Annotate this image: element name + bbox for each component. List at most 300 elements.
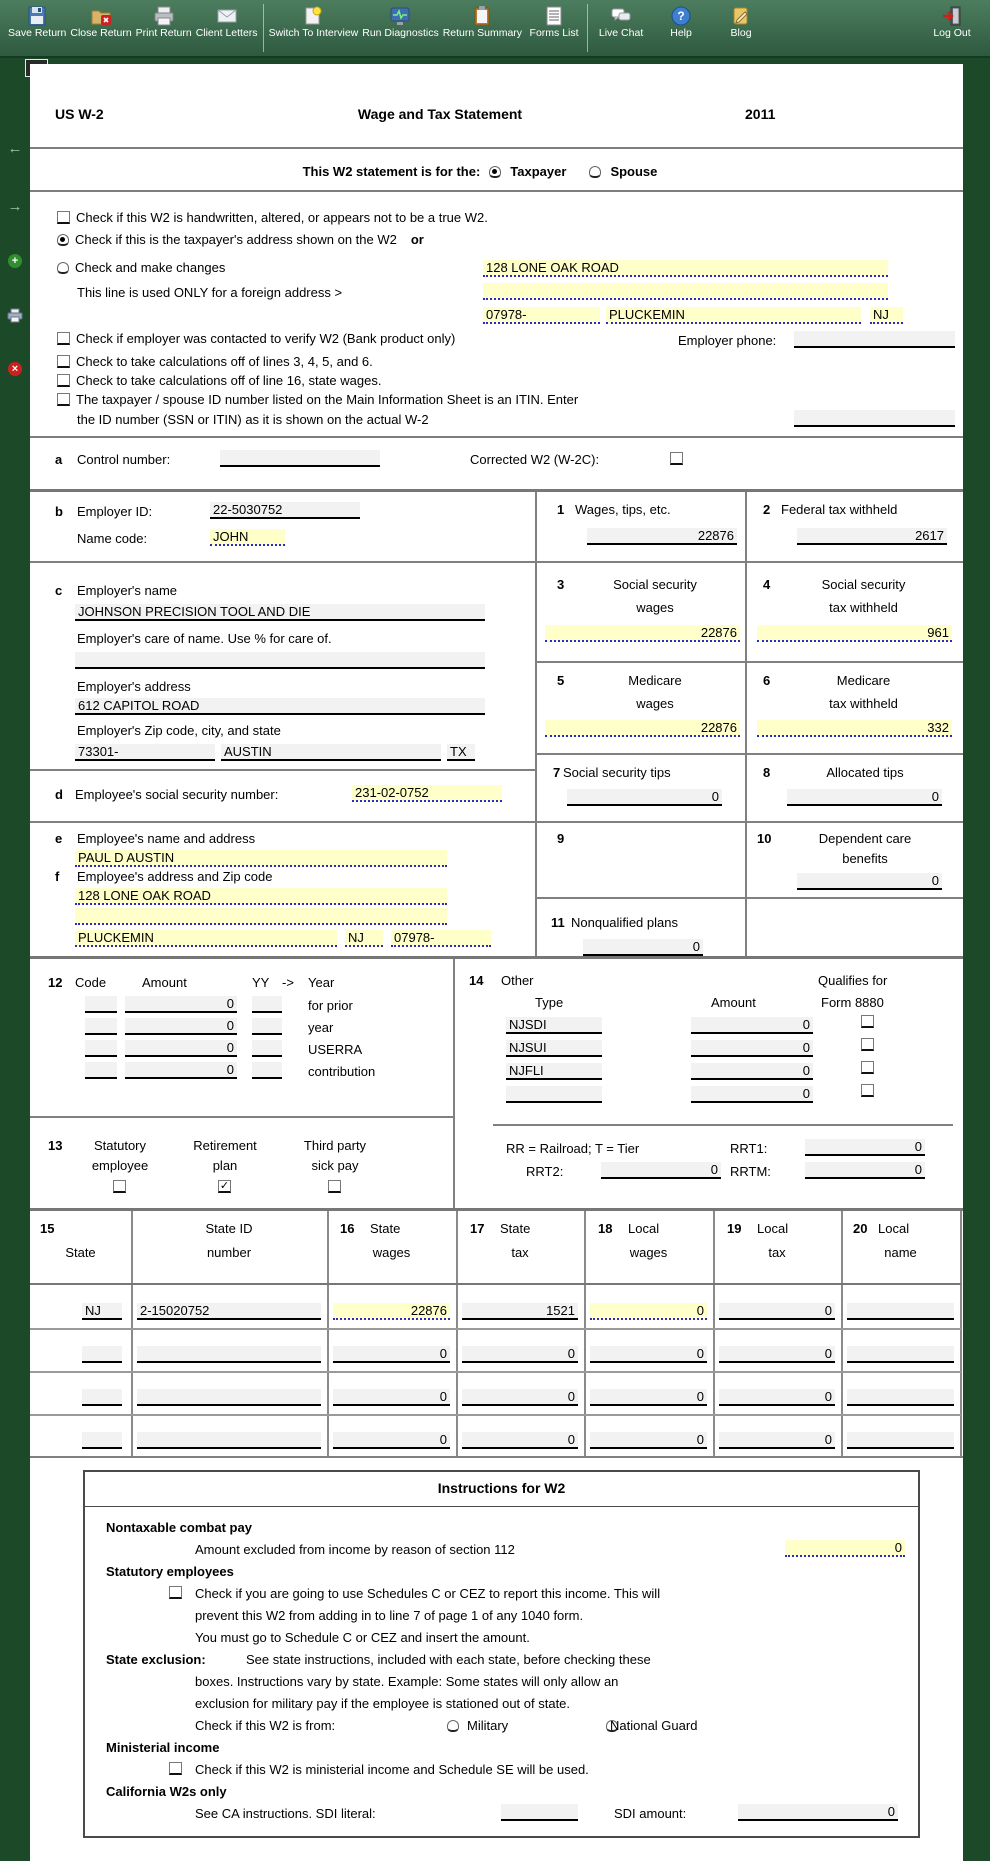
handwritten-checkbox[interactable]: [57, 211, 70, 224]
box12-year-header: Year: [308, 975, 335, 990]
care-of-input[interactable]: [75, 652, 485, 669]
zip-input[interactable]: 07978-: [483, 307, 600, 324]
box1-num: 1: [557, 502, 565, 517]
state-tax-input-row1[interactable]: 1521: [462, 1303, 578, 1320]
box10-input[interactable]: 0: [797, 873, 942, 890]
employee-address-input[interactable]: 128 LONE OAK ROAD: [75, 888, 447, 905]
employee-city-input[interactable]: PLUCKEMIN: [75, 930, 337, 947]
state-input-row1[interactable]: NJ: [82, 1303, 122, 1320]
state-wages-input-row2[interactable]: 0: [333, 1346, 450, 1363]
table-vline: [960, 1211, 962, 1456]
box13-num: 13: [48, 1138, 63, 1153]
state-input-row2[interactable]: [82, 1346, 122, 1363]
care-of-label: Employer's care of name. Use % for care of.: [77, 631, 332, 646]
box14-type-input-1[interactable]: NJSDI: [506, 1017, 602, 1034]
box12-code-input-4[interactable]: [85, 1062, 117, 1079]
employer-name-label: Employer's name: [77, 583, 178, 598]
box-row-1-2: [535, 492, 963, 563]
employer-state-input[interactable]: TX: [447, 744, 475, 761]
printer-icon: [153, 4, 175, 28]
employer-id-label: Employer ID:: [77, 504, 153, 519]
city-input[interactable]: PLUCKEMIN: [606, 307, 861, 324]
box13: [30, 1118, 453, 1211]
clipboard-icon: [471, 4, 493, 28]
help-icon: [670, 4, 692, 28]
box5-num: 5: [557, 673, 565, 688]
third-party-checkbox[interactable]: [328, 1180, 341, 1193]
sdi-amount-input[interactable]: 0: [738, 1804, 898, 1821]
box-row-7-8: [535, 755, 963, 823]
col17-num: 17: [470, 1221, 485, 1236]
client-letters-label: Client Letters: [195, 27, 258, 39]
local-name-input-row1[interactable]: [847, 1303, 954, 1320]
page-title: Wage and Tax Statement: [357, 106, 523, 122]
section-12-13-14: [30, 959, 963, 1211]
box12-word-4: contribution: [308, 1064, 376, 1079]
combat-pay-title: Nontaxable combat pay: [106, 1520, 252, 1535]
state-input-row3[interactable]: [82, 1389, 122, 1406]
switch-to-interview-button[interactable]: [267, 3, 361, 41]
employer-zip-label: Employer's Zip code, city, and state: [77, 723, 281, 738]
log-out-label: Log Out: [933, 27, 971, 39]
state-input-row4[interactable]: [82, 1432, 122, 1449]
local-wages-input-row3[interactable]: 0: [590, 1389, 707, 1406]
national-guard-label: National Guard: [610, 1718, 698, 1733]
col18-num: 18: [598, 1221, 613, 1236]
save-return-label: Save Return: [8, 27, 67, 39]
box7-num: 7: [553, 765, 561, 780]
instructions-box: [83, 1470, 920, 1838]
itin-input[interactable]: [794, 410, 955, 427]
local-tax-input-row1[interactable]: 0: [719, 1303, 835, 1320]
box4-input[interactable]: 961: [757, 625, 952, 642]
box7-input[interactable]: 0: [567, 789, 722, 806]
col16-label1: State: [370, 1221, 401, 1236]
box12-amount-header: Amount: [142, 975, 187, 990]
box4-label1: Social security: [821, 577, 906, 592]
box14: [453, 959, 963, 1211]
box11-input[interactable]: 0: [583, 939, 703, 956]
box4-num: 4: [763, 577, 771, 592]
employee-zip-input[interactable]: 07978-: [391, 930, 491, 947]
box14-amount-input-3[interactable]: 0: [691, 1063, 813, 1080]
local-tax-input-row2[interactable]: 0: [719, 1346, 835, 1363]
employee-name-input[interactable]: PAUL D AUSTIN: [75, 850, 447, 867]
itin-checkbox[interactable]: [57, 393, 70, 406]
box5-label2: wages: [636, 696, 674, 711]
box-region: [535, 492, 963, 962]
box6-label2: tax withheld: [829, 696, 898, 711]
make-changes-label: Check and make changes: [75, 260, 226, 275]
sdi-amount-label: SDI amount:: [614, 1806, 687, 1821]
rrtm-label: RRTM:: [730, 1164, 771, 1179]
col16-num: 16: [340, 1221, 355, 1236]
row-b-letter: b: [55, 504, 63, 519]
box12-arrow: ->: [282, 975, 294, 990]
box14-amount-input-2[interactable]: 0: [691, 1040, 813, 1057]
employer-phone-label: Employer phone:: [678, 333, 777, 348]
row-c-letter: c: [55, 583, 63, 598]
box5-input[interactable]: 22876: [545, 720, 740, 737]
help-label: Help: [670, 27, 692, 39]
handwritten-check-row: [57, 210, 488, 225]
statutory-check-line2: prevent this W2 from adding in to line 7 of page 1 of any 1040 form.: [195, 1608, 584, 1623]
box12-code-input-1[interactable]: [85, 996, 117, 1013]
box12-code-header: Code: [75, 975, 107, 990]
local-name-input-row3[interactable]: [847, 1389, 954, 1406]
box3-label1: Social security: [613, 577, 697, 592]
forms-list-button[interactable]: [524, 3, 584, 41]
box12-word-2: year: [308, 1020, 334, 1035]
col18-label2: wages: [629, 1245, 668, 1260]
box3-input[interactable]: 22876: [545, 625, 740, 642]
third-party-label1: Third party: [303, 1138, 367, 1153]
run-diagnostics-button[interactable]: [360, 3, 440, 41]
statutory-employee-checkbox[interactable]: [113, 1180, 126, 1193]
local-name-input-row2[interactable]: [847, 1346, 954, 1363]
check-from-label: Check if this W2 is from:: [195, 1718, 336, 1733]
help-button[interactable]: [651, 3, 711, 41]
table-row-divider: [30, 1328, 961, 1330]
statutory-employees-title: Statutory employees: [106, 1564, 234, 1579]
calc-off-3456-checkbox[interactable]: [57, 355, 70, 368]
taxpayer-address-row: [57, 232, 424, 247]
client-letters-button[interactable]: [194, 3, 260, 41]
box12-word-3: USERRA: [308, 1042, 363, 1057]
form-id: US W-2: [55, 106, 104, 122]
make-changes-radio[interactable]: [57, 262, 69, 274]
box12-code-input-2[interactable]: [85, 1018, 117, 1035]
forward-arrow-icon[interactable]: →: [7, 198, 23, 215]
return-summary-button[interactable]: [441, 3, 524, 41]
state-tax-input-row2[interactable]: 0: [462, 1346, 578, 1363]
taxpayer-address-radio[interactable]: [57, 234, 69, 246]
row-a-letter: a: [55, 452, 63, 467]
state-id-input-row4[interactable]: [137, 1432, 321, 1449]
table-header-divider: [30, 1283, 961, 1285]
col-stateid-label2: number: [206, 1245, 252, 1260]
taxpayer-radio[interactable]: [489, 166, 501, 178]
employee-state-input[interactable]: NJ: [345, 930, 383, 947]
box14-qualifies-checkbox-2[interactable]: [861, 1038, 874, 1051]
box3-label2: wages: [636, 600, 674, 615]
ca-sdi-literal-label: See CA instructions. SDI literal:: [195, 1806, 376, 1821]
make-changes-row: [57, 260, 225, 275]
close-return-button[interactable]: [68, 3, 133, 41]
col18-label1: Local: [628, 1221, 660, 1236]
employer-address-label: Employer's address: [77, 679, 191, 694]
box2-label: Federal tax withheld: [781, 502, 898, 517]
retirement-plan-label2: plan: [212, 1158, 238, 1173]
row-d: [30, 771, 535, 823]
itin-row: [57, 392, 578, 407]
name-code-input[interactable]: JOHN: [210, 529, 285, 546]
print-return-label: Print Return: [135, 27, 192, 39]
add-form-icon[interactable]: +: [5, 254, 25, 268]
calc-off-16-checkbox[interactable]: [57, 374, 70, 387]
state-exclusion-title: State exclusion:: [106, 1652, 206, 1667]
state-tax-input-row3[interactable]: 0: [462, 1389, 578, 1406]
state-id-input-row2[interactable]: [137, 1346, 321, 1363]
close-folder-icon: [90, 4, 112, 28]
local-tax-input-row3[interactable]: 0: [719, 1389, 835, 1406]
local-wages-input-row2[interactable]: 0: [590, 1346, 707, 1363]
employer-zip-input[interactable]: 73301-: [75, 744, 215, 761]
rr-note: RR = Railroad; T = Tier: [506, 1141, 640, 1156]
box-row-11: [535, 899, 963, 962]
box12-word-1: for prior: [308, 998, 353, 1013]
state-wages-input-row3[interactable]: 0: [333, 1389, 450, 1406]
switch-to-interview-label: Switch To Interview: [268, 27, 359, 39]
row-f-letter: f: [55, 869, 60, 884]
box10-num: 10: [757, 831, 772, 846]
box6-num: 6: [763, 673, 771, 688]
combat-pay-input[interactable]: 0: [785, 1540, 905, 1557]
blog-label: Blog: [730, 27, 752, 39]
state-wages-input-row1[interactable]: 22876: [333, 1303, 450, 1320]
box12-amount-input-2[interactable]: 0: [125, 1018, 237, 1035]
box11-num: 11: [551, 915, 565, 930]
row-c: [30, 563, 535, 771]
statutory-schedule-checkbox[interactable]: [169, 1586, 182, 1599]
col17-label1: State: [500, 1221, 531, 1236]
forms-list-icon: [543, 4, 565, 28]
employee-name-label: Employee's name and address: [77, 831, 256, 846]
delete-form-icon[interactable]: ×: [5, 362, 25, 376]
col-stateid-label1: State ID: [205, 1221, 253, 1236]
employee-ssn-label: Employee's social security number:: [75, 787, 279, 802]
box14-title: Other: [501, 973, 534, 988]
box12-amount-input-4[interactable]: 0: [125, 1062, 237, 1079]
box12-amount-input-3[interactable]: 0: [125, 1040, 237, 1057]
box14-amount-input-1[interactable]: 0: [691, 1017, 813, 1034]
state-wages-input-row4[interactable]: 0: [333, 1432, 450, 1449]
taxpayer-address-label: Check if this is the taxpayer's address shown on the W2: [75, 232, 397, 247]
address-input[interactable]: 128 LONE OAK ROAD: [483, 260, 888, 277]
top-toolbar: [0, 0, 990, 58]
control-number-input[interactable]: [220, 450, 380, 467]
box8-label: Allocated tips: [826, 765, 904, 780]
box14-type-input-3[interactable]: NJFLI: [506, 1063, 602, 1080]
back-arrow-icon[interactable]: ←: [7, 140, 23, 157]
toolbar-separator: [263, 4, 264, 52]
military-label: Military: [467, 1718, 509, 1733]
w2-form-page: [30, 64, 963, 1861]
box14-amount-input-4[interactable]: 0: [691, 1086, 813, 1103]
interview-page-icon: [302, 4, 324, 28]
employee-address2-input[interactable]: [75, 908, 447, 925]
box12-num: 12: [48, 975, 63, 990]
box7-label: Social security tips: [563, 765, 671, 780]
live-chat-button[interactable]: [591, 3, 651, 41]
box10-label2: benefits: [842, 851, 888, 866]
box5-label1: Medicare: [628, 673, 682, 688]
state-id-input-row1[interactable]: 2-15020752: [137, 1303, 321, 1320]
box12-yy-input-1[interactable]: [252, 996, 282, 1013]
box14-type-input-4[interactable]: [506, 1086, 602, 1103]
employer-name-input[interactable]: JOHNSON PRECISION TOOL AND DIE: [75, 604, 485, 621]
row-d-letter: d: [55, 787, 63, 802]
calc-off-3456-row: [57, 354, 373, 369]
box11-label: Nonqualified plans: [571, 915, 678, 930]
col17-label2: tax: [511, 1245, 529, 1260]
corrected-w2-label: Corrected W2 (W-2C):: [470, 452, 600, 467]
employer-address-input[interactable]: 612 CAPITOL ROAD: [75, 698, 485, 715]
state-tax-table: [30, 1211, 963, 1458]
calc-off-16-row: [57, 373, 381, 388]
box12-yy-header: YY: [252, 975, 270, 990]
box9-num: 9: [557, 831, 565, 846]
state-exclusion-line1: See state instructions, included with each state, before checking these: [246, 1652, 651, 1667]
box8-input[interactable]: 0: [787, 789, 942, 806]
state-exclusion-line2: boxes. Instructions vary by state. Example: Some states will only allow an: [195, 1674, 619, 1689]
calc-off-16-label: Check to take calculations off of line 16, state wages.: [76, 373, 382, 388]
employer-city-input[interactable]: AUSTIN: [221, 744, 441, 761]
col20-label2: name: [884, 1245, 917, 1260]
box14-type-header: Type: [535, 995, 564, 1010]
box14-qualifies-checkbox-4[interactable]: [861, 1084, 874, 1097]
calc-off-3456-label: Check to take calculations off of lines 3, 4, 5, and 6.: [76, 354, 373, 369]
box6-input[interactable]: 332: [757, 720, 952, 737]
box14-qualifies-checkbox-1[interactable]: [861, 1015, 874, 1028]
sdi-literal-input[interactable]: [501, 1804, 578, 1821]
rrt1-input[interactable]: 0: [805, 1139, 925, 1156]
statement-for-label: This W2 statement is for the:: [302, 164, 481, 179]
instructions-title: Instructions for W2: [85, 1472, 918, 1507]
box14-qualifies-header: Qualifies for: [818, 973, 888, 988]
third-party-label2: sick pay: [311, 1158, 359, 1173]
box4-label2: tax withheld: [829, 600, 898, 615]
row-e-letter: e: [55, 831, 63, 846]
col20-label1: Local: [878, 1221, 910, 1236]
box14-num: 14: [469, 973, 484, 988]
state-tax-input-row4[interactable]: 0: [462, 1432, 578, 1449]
ministerial-checkbox[interactable]: [169, 1762, 182, 1775]
state-id-input-row3[interactable]: [137, 1389, 321, 1406]
blog-scroll-icon: [730, 4, 752, 28]
statement-for-row: [200, 164, 760, 179]
box12-yy-input-2[interactable]: [252, 1018, 282, 1035]
toolbar-separator: [587, 4, 588, 52]
close-return-label: Close Return: [70, 27, 132, 39]
employee-ssn-input[interactable]: 231-02-0752: [352, 785, 502, 802]
california-title: California W2s only: [106, 1784, 227, 1799]
local-wages-input-row1[interactable]: 0: [590, 1303, 707, 1320]
box8-num: 8: [763, 765, 771, 780]
box-row-9-10: [535, 823, 963, 899]
col15-label: State: [65, 1245, 96, 1260]
statutory-employee-label1: Statutory: [93, 1138, 147, 1153]
control-number-label: Control number:: [77, 452, 171, 467]
blog-button[interactable]: [711, 3, 771, 41]
print-page-icon[interactable]: [5, 308, 25, 328]
retirement-plan-label1: Retirement: [193, 1138, 257, 1153]
itin-label-line2: the ID number (SSN or ITIN) as it is shown on the actual W-2: [77, 412, 429, 427]
table-row-divider: [30, 1371, 961, 1373]
local-name-input-row4[interactable]: [847, 1432, 954, 1449]
col19-label1: Local: [757, 1221, 789, 1236]
print-return-button[interactable]: [134, 3, 194, 41]
box2-input[interactable]: 2617: [797, 528, 947, 545]
rrt2-label: RRT2:: [526, 1164, 564, 1179]
box6-label1: Medicare: [836, 673, 891, 688]
svg-text:?: ?: [677, 9, 685, 23]
diagnostics-monitor-icon: [389, 4, 411, 28]
tax-year: 2011: [745, 106, 776, 122]
employer-contacted-checkbox[interactable]: [57, 332, 70, 345]
logout-door-icon: [941, 4, 963, 28]
itin-label-line1: The taxpayer / spouse ID number listed on the Main Information Sheet is an ITIN. Enter: [76, 392, 579, 407]
save-return-button[interactable]: [6, 3, 68, 41]
box12: [30, 959, 453, 1119]
col16-label2: wages: [372, 1245, 411, 1260]
local-wages-input-row4[interactable]: 0: [590, 1432, 707, 1449]
box2-num: 2: [763, 502, 771, 517]
statutory-check-line1: Check if you are going to use Schedules C or CEZ to report this income. This will: [195, 1586, 661, 1601]
row-e-f: [30, 823, 535, 962]
employer-contacted-row: [57, 331, 455, 346]
save-icon: [26, 4, 48, 28]
military-radio[interactable]: [447, 1720, 459, 1732]
box14-type-input-2[interactable]: NJSUI: [506, 1040, 602, 1057]
row-b: [30, 492, 535, 563]
col15-num: 15: [40, 1221, 55, 1236]
box12-yy-input-3[interactable]: [252, 1040, 282, 1057]
box14-amount-header: Amount: [711, 995, 756, 1010]
log-out-button[interactable]: [922, 3, 982, 41]
local-tax-input-row4[interactable]: 0: [719, 1432, 835, 1449]
employer-id-input[interactable]: 22-5030752: [210, 502, 360, 519]
state-input[interactable]: NJ: [870, 307, 903, 324]
foreign-address-input[interactable]: [483, 283, 888, 300]
return-summary-label: Return Summary: [442, 27, 523, 39]
box14-form8880-header: Form 8880: [821, 995, 884, 1010]
box14-qualifies-checkbox-3[interactable]: [861, 1061, 874, 1074]
box3-num: 3: [557, 577, 565, 592]
forms-list-label: Forms List: [529, 27, 579, 39]
corrected-w2-checkbox[interactable]: [670, 452, 683, 465]
spouse-radio[interactable]: [589, 166, 601, 178]
employer-contacted-label: Check if employer was contacted to verify W2 (Bank product only): [76, 331, 456, 346]
col20-num: 20: [853, 1221, 868, 1236]
statutory-employee-label2: employee: [91, 1158, 149, 1173]
envelope-icon: [216, 4, 238, 28]
box-row-5-6: [535, 663, 963, 755]
foreign-address-label: This line is used ONLY for a foreign address >: [77, 285, 343, 300]
box1-input[interactable]: 22876: [587, 528, 737, 545]
col19-label2: tax: [768, 1245, 786, 1260]
spouse-radio-label: Spouse: [610, 164, 658, 179]
box10-label1: Dependent care: [818, 831, 912, 846]
combat-pay-line: Amount excluded from income by reason of section 112: [195, 1542, 515, 1557]
w2-main-grid: [30, 489, 963, 959]
ministerial-title: Ministerial income: [106, 1740, 220, 1755]
name-code-label: Name code:: [77, 531, 148, 546]
rrtm-input[interactable]: 0: [805, 1162, 925, 1179]
rrt2-input[interactable]: 0: [601, 1162, 721, 1179]
box12-code-input-3[interactable]: [85, 1040, 117, 1057]
employer-phone-input[interactable]: [794, 331, 955, 348]
employee-address-label: Employee's address and Zip code: [77, 869, 273, 884]
state-exclusion-line3: exclusion for military pay if the employee is stationed out of state.: [195, 1696, 571, 1711]
box12-amount-input-1[interactable]: 0: [125, 996, 237, 1013]
table-row-divider: [30, 1414, 961, 1416]
taxpayer-radio-label: Taxpayer: [510, 164, 567, 179]
ministerial-label: Check if this W2 is ministerial income and Schedule SE will be used.: [195, 1762, 589, 1777]
retirement-plan-checkbox[interactable]: [218, 1180, 231, 1193]
box14-rr-divider: [493, 1124, 953, 1126]
box12-yy-input-4[interactable]: [252, 1062, 282, 1079]
